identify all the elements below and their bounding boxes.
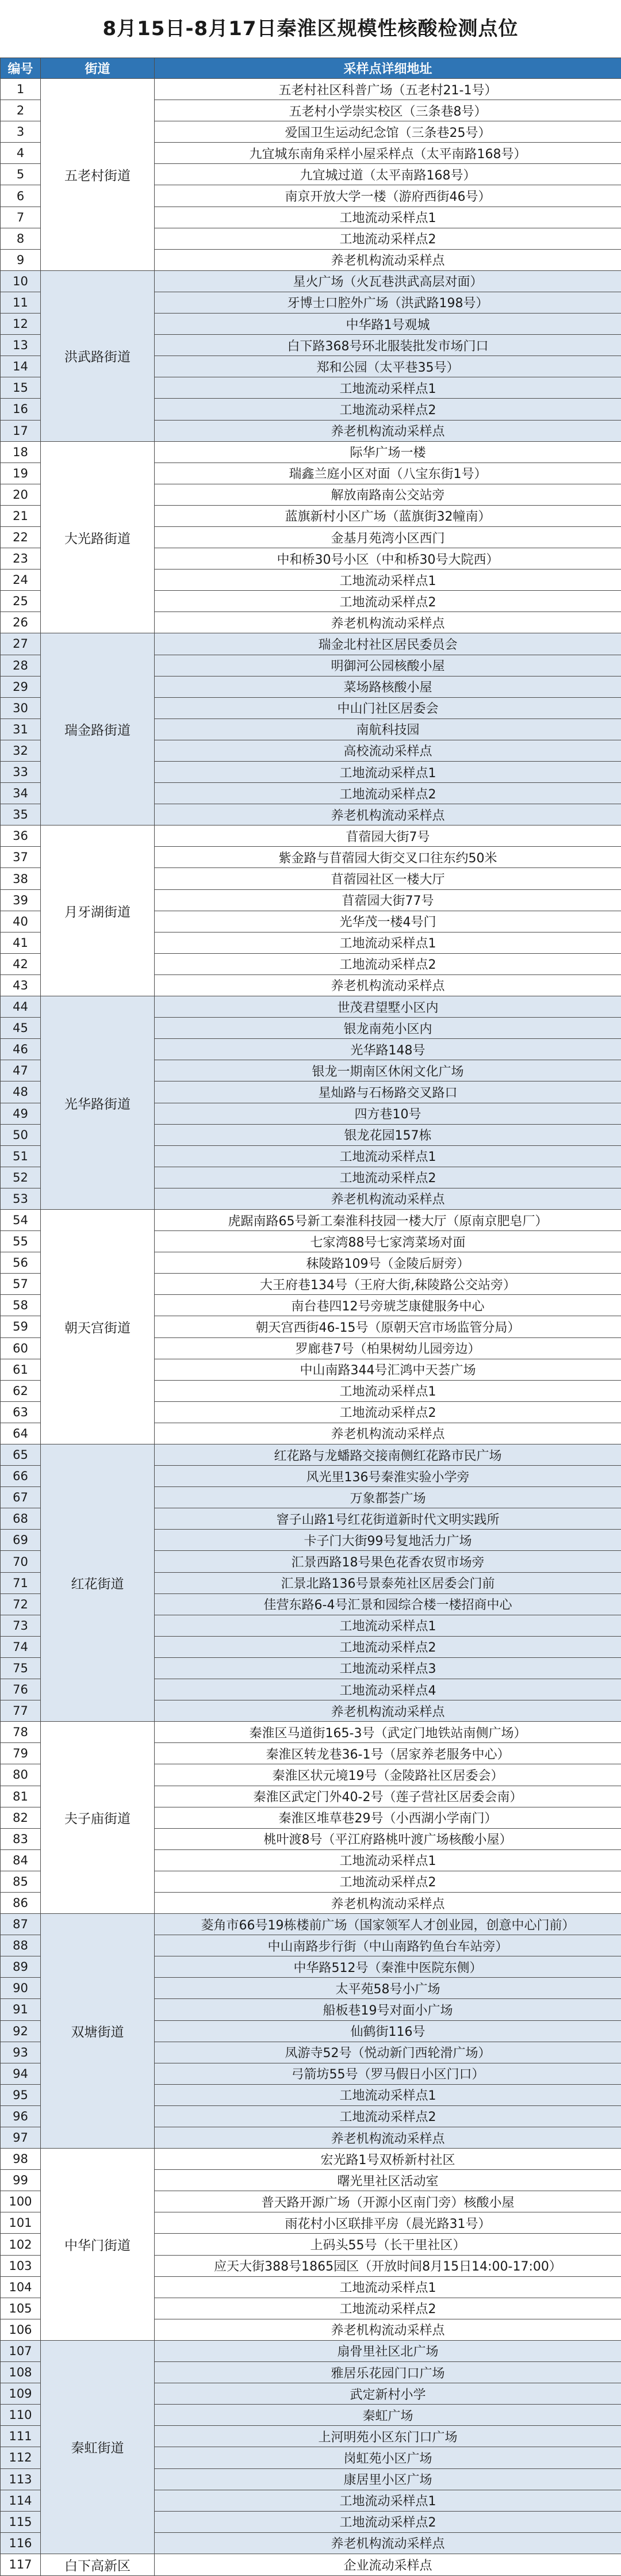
site-address: 工地流动采样点2: [155, 1636, 621, 1657]
site-address: 牙博士口腔外广场（洪武路198号）: [155, 292, 621, 313]
street-name: 瑞金路街道: [41, 633, 155, 825]
site-number: 68: [1, 1508, 41, 1530]
testing-sites-table: [0, 58, 621, 2576]
site-address: 秣陵路109号（金陵后厨旁）: [155, 1252, 621, 1274]
site-number: 109: [1, 2383, 41, 2405]
table-row: [1, 1914, 621, 1935]
site-address: 工地流动采样点3: [155, 1657, 621, 1679]
site-number: 64: [1, 1423, 41, 1444]
site-address: 养老机构流动采样点: [155, 804, 621, 825]
site-address: 风光里136号秦淮实验小学旁: [155, 1466, 621, 1487]
site-address: 中山门社区居委会: [155, 697, 621, 718]
site-address: 桃叶渡8号（平江府路桃叶渡广场核酸小屋）: [155, 1828, 621, 1849]
site-address: 高校流动采样点: [155, 740, 621, 761]
site-number: 91: [1, 1999, 41, 2020]
site-number: 108: [1, 2362, 41, 2383]
site-address: 工地流动采样点2: [155, 1401, 621, 1423]
site-number: 56: [1, 1252, 41, 1274]
site-number: 39: [1, 889, 41, 911]
site-address: 中山南路344号汇鸿中天荟广场: [155, 1359, 621, 1380]
site-address: 秦虹广场: [155, 2405, 621, 2426]
site-address: 养老机构流动采样点: [155, 1188, 621, 1209]
site-number: 23: [1, 548, 41, 570]
site-address: 菜场路核酸小屋: [155, 676, 621, 697]
site-number: 87: [1, 1914, 41, 1935]
site-number: 95: [1, 2084, 41, 2105]
site-address: 红花路与龙蟠路交接南侧红花路市民广场: [155, 1444, 621, 1466]
site-number: 67: [1, 1487, 41, 1508]
street-name: 夫子庙街道: [41, 1722, 155, 1914]
table-row: [1, 633, 621, 655]
site-number: 62: [1, 1380, 41, 1401]
site-address: 工地流动采样点1: [155, 1849, 621, 1871]
site-number: 37: [1, 847, 41, 868]
site-number: 75: [1, 1657, 41, 1679]
site-number: 44: [1, 996, 41, 1018]
site-number: 42: [1, 953, 41, 974]
site-address: 佳营东路6-4号汇景和园综合楼一楼招商中心: [155, 1593, 621, 1615]
site-address: 工地流动采样点2: [155, 2298, 621, 2319]
site-number: 106: [1, 2319, 41, 2340]
site-address: 工地流动采样点2: [155, 228, 621, 249]
site-number: 61: [1, 1359, 41, 1380]
site-number: 80: [1, 1764, 41, 1786]
site-number: 14: [1, 356, 41, 377]
site-address: 工地流动采样点2: [155, 953, 621, 974]
site-address: 工地流动采样点1: [155, 1145, 621, 1167]
site-number: 9: [1, 249, 41, 270]
site-number: 17: [1, 420, 41, 441]
site-number: 49: [1, 1103, 41, 1124]
site-address: 工地流动采样点2: [155, 399, 621, 420]
header-street: 街道: [41, 58, 155, 79]
site-number: 83: [1, 1828, 41, 1849]
site-number: 8: [1, 228, 41, 249]
site-number: 90: [1, 1978, 41, 1999]
site-number: 28: [1, 655, 41, 676]
table-row: [1, 2554, 621, 2575]
site-number: 110: [1, 2405, 41, 2426]
table-row: [1, 441, 621, 463]
site-number: 107: [1, 2340, 41, 2361]
site-number: 88: [1, 1935, 41, 1956]
site-address: 工地流动采样点2: [155, 1167, 621, 1188]
site-address: 工地流动采样点2: [155, 591, 621, 612]
site-number: 103: [1, 2255, 41, 2276]
street-name: 中华门街道: [41, 2149, 155, 2341]
site-number: 82: [1, 1807, 41, 1828]
page-title: 8月15日-8月17日秦淮区规模性核酸检测点位: [102, 17, 519, 40]
site-address: 养老机构流动采样点: [155, 2319, 621, 2340]
street-name: 月牙湖街道: [41, 825, 155, 996]
site-number: 24: [1, 570, 41, 591]
site-address: 光华茂一楼4号门: [155, 911, 621, 932]
site-address: 工地流动采样点2: [155, 1871, 621, 1892]
street-name: 双塘街道: [41, 1914, 155, 2149]
site-number: 19: [1, 463, 41, 484]
site-address: 工地流动采样点1: [155, 207, 621, 228]
site-number: 25: [1, 591, 41, 612]
site-number: 34: [1, 783, 41, 804]
site-address: 养老机构流动采样点: [155, 2532, 621, 2554]
site-address: 四方巷10号: [155, 1103, 621, 1124]
site-address: 七家湾88号七家湾菜场对面: [155, 1231, 621, 1252]
site-address: 星火广场（火瓦巷洪武高层对面）: [155, 270, 621, 292]
street-name: 大光路街道: [41, 441, 155, 633]
site-number: 66: [1, 1466, 41, 1487]
site-number: 78: [1, 1722, 41, 1743]
site-address: 应天大街388号1865园区（开放时间8月15日14:00-17:00）: [155, 2255, 621, 2276]
site-address: 养老机构流动采样点: [155, 612, 621, 633]
table-row: [1, 270, 621, 292]
header-address: 采样点详细地址: [155, 58, 621, 79]
site-number: 51: [1, 1145, 41, 1167]
site-number: 93: [1, 2042, 41, 2063]
site-address: 秦淮区状元境19号（金陵路社区居委会）: [155, 1764, 621, 1786]
site-number: 43: [1, 974, 41, 996]
site-number: 52: [1, 1167, 41, 1188]
site-address: 金基月苑湾小区西门: [155, 526, 621, 548]
site-number: 36: [1, 825, 41, 847]
site-number: 32: [1, 740, 41, 761]
site-address: 五老村小学崇实校区（三条巷8号）: [155, 100, 621, 121]
site-address: 工地流动采样点1: [155, 2490, 621, 2511]
street-name: 洪武路街道: [41, 270, 155, 441]
site-number: 6: [1, 185, 41, 207]
site-number: 18: [1, 441, 41, 463]
site-address: 工地流动采样点1: [155, 1380, 621, 1401]
site-number: 10: [1, 270, 41, 292]
site-address: 银龙南苑小区内: [155, 1018, 621, 1039]
site-number: 113: [1, 2468, 41, 2490]
site-number: 57: [1, 1274, 41, 1295]
site-address: 九宜城东南角采样小屋采样点（太平南路168号）: [155, 143, 621, 164]
site-address: 养老机构流动采样点: [155, 420, 621, 441]
site-number: 20: [1, 484, 41, 505]
site-address: 际华广场一楼: [155, 441, 621, 463]
site-address: 工地流动采样点4: [155, 1679, 621, 1700]
site-number: 79: [1, 1743, 41, 1764]
site-number: 47: [1, 1060, 41, 1081]
site-address: 紫金路与苜蓿园大街交叉口往东约50米: [155, 847, 621, 868]
site-number: 76: [1, 1679, 41, 1700]
site-number: 50: [1, 1124, 41, 1145]
site-number: 81: [1, 1786, 41, 1807]
site-address: 银龙花园157栋: [155, 1124, 621, 1145]
site-address: 九宜城过道（太平南路168号）: [155, 164, 621, 185]
site-number: 45: [1, 1018, 41, 1039]
site-address: 明御河公园核酸小屋: [155, 655, 621, 676]
table-body: [1, 79, 621, 2576]
table-header-row: [1, 58, 621, 79]
site-number: 101: [1, 2212, 41, 2234]
site-number: 30: [1, 697, 41, 718]
street-name: 白下高新区: [41, 2554, 155, 2575]
site-address: 上码头55号（长干里社区）: [155, 2234, 621, 2255]
site-number: 100: [1, 2191, 41, 2212]
site-address: 爱国卫生运动纪念馆（三条巷25号）: [155, 121, 621, 143]
site-number: 35: [1, 804, 41, 825]
site-number: 13: [1, 335, 41, 356]
site-address: 普天路开源广场（开源小区南门旁）核酸小屋: [155, 2191, 621, 2212]
street-name: 红花街道: [41, 1444, 155, 1722]
site-address: 秦淮区转龙巷36-1号（居家养老服务中心）: [155, 1743, 621, 1764]
site-address: 工地流动采样点1: [155, 2276, 621, 2298]
site-number: 114: [1, 2490, 41, 2511]
site-address: 工地流动采样点1: [155, 762, 621, 783]
site-address: 苜蓿园大街77号: [155, 889, 621, 911]
site-address: 窨子山路1号红花街道新时代文明实践所: [155, 1508, 621, 1530]
site-number: 102: [1, 2234, 41, 2255]
site-number: 11: [1, 292, 41, 313]
site-number: 54: [1, 1209, 41, 1230]
header-number: 编号: [1, 58, 41, 79]
site-address: 扇骨里社区北广场: [155, 2340, 621, 2361]
site-address: 中华路1号观城: [155, 314, 621, 335]
site-address: 凤游寺52号（悦动新门西轮滑广场）: [155, 2042, 621, 2063]
site-address: 南航科技园: [155, 718, 621, 740]
site-number: 111: [1, 2426, 41, 2447]
site-number: 69: [1, 1530, 41, 1551]
site-number: 105: [1, 2298, 41, 2319]
site-address: 船板巷19号对面小广场: [155, 1999, 621, 2020]
site-address: 秦淮区堆草巷29号（小西湖小学南门）: [155, 1807, 621, 1828]
site-address: 养老机构流动采样点: [155, 249, 621, 270]
site-number: 89: [1, 1956, 41, 1978]
site-address: 菱角市66号19栋楼前广场（国家领军人才创业园，创意中心门前）: [155, 1914, 621, 1935]
site-number: 41: [1, 932, 41, 953]
table-row: [1, 2340, 621, 2361]
site-number: 71: [1, 1572, 41, 1593]
site-number: 12: [1, 314, 41, 335]
site-address: 工地流动采样点1: [155, 377, 621, 399]
site-number: 58: [1, 1295, 41, 1316]
site-number: 96: [1, 2105, 41, 2127]
site-number: 63: [1, 1401, 41, 1423]
site-address: 五老村社区科普广场（五老村21-1号）: [155, 79, 621, 100]
site-number: 22: [1, 526, 41, 548]
site-address: 卡子门大街99号复地活力广场: [155, 1530, 621, 1551]
site-address: 蓝旗新村小区广场（蓝旗街32幢南）: [155, 505, 621, 526]
site-number: 77: [1, 1700, 41, 1722]
site-number: 117: [1, 2554, 41, 2575]
site-address: 工地流动采样点2: [155, 783, 621, 804]
site-address: 养老机构流动采样点: [155, 1700, 621, 1722]
site-address: 罗廊巷7号（柏果树幼儿园旁边）: [155, 1337, 621, 1359]
table-row: [1, 1209, 621, 1230]
site-address: 南京开放大学一楼（游府西街46号）: [155, 185, 621, 207]
site-number: 55: [1, 1231, 41, 1252]
site-address: 康居里小区广场: [155, 2468, 621, 2490]
site-number: 7: [1, 207, 41, 228]
site-number: 40: [1, 911, 41, 932]
site-address: 汇景北路136号景泰苑社区居委会门前: [155, 1572, 621, 1593]
site-number: 38: [1, 868, 41, 889]
site-number: 3: [1, 121, 41, 143]
site-number: 94: [1, 2063, 41, 2084]
site-address: 工地流动采样点2: [155, 2105, 621, 2127]
site-number: 92: [1, 2020, 41, 2042]
site-address: 瑞金北村社区居民委员会: [155, 633, 621, 655]
site-address: 朝天宫西街46-15号（原朝天宫市场监管分局）: [155, 1316, 621, 1337]
site-address: 南台巷四12号旁琥芝康健服务中心: [155, 1295, 621, 1316]
table-row: [1, 79, 621, 100]
site-address: 上河明苑小区东门口广场: [155, 2426, 621, 2447]
site-address: 工地流动采样点2: [155, 2511, 621, 2532]
table-row: [1, 1722, 621, 1743]
site-number: 1: [1, 79, 41, 100]
site-number: 46: [1, 1039, 41, 1060]
site-address: 弓箭坊55号（罗马假日小区门口）: [155, 2063, 621, 2084]
site-address: 岗虹苑小区广场: [155, 2447, 621, 2468]
site-address: 虎踞南路65号新工秦淮科技园一楼大厅（原南京肥皂厂）: [155, 1209, 621, 1230]
site-address: 工地流动采样点1: [155, 932, 621, 953]
site-address: 星灿路与石杨路交叉路口: [155, 1081, 621, 1103]
site-address: 养老机构流动采样点: [155, 1892, 621, 1913]
site-number: 5: [1, 164, 41, 185]
site-address: 中华路512号（秦淮中医院东侧）: [155, 1956, 621, 1978]
site-address: 养老机构流动采样点: [155, 1423, 621, 1444]
street-name: 朝天宫街道: [41, 1209, 155, 1444]
site-address: 太平苑58号小广场: [155, 1978, 621, 1999]
site-number: 15: [1, 377, 41, 399]
site-number: 86: [1, 1892, 41, 1913]
site-number: 73: [1, 1615, 41, 1636]
site-address: 养老机构流动采样点: [155, 974, 621, 996]
site-address: 中山南路步行街（中山南路钓鱼台车站旁）: [155, 1935, 621, 1956]
site-address: 万象都荟广场: [155, 1487, 621, 1508]
site-number: 84: [1, 1849, 41, 1871]
site-number: 97: [1, 2127, 41, 2149]
site-address: 曙光里社区活动室: [155, 2170, 621, 2191]
site-number: 115: [1, 2511, 41, 2532]
table-row: [1, 1444, 621, 1466]
site-number: 4: [1, 143, 41, 164]
site-number: 16: [1, 399, 41, 420]
street-name: 秦虹街道: [41, 2340, 155, 2554]
site-number: 85: [1, 1871, 41, 1892]
site-address: 苜蓿园大街7号: [155, 825, 621, 847]
site-number: 70: [1, 1551, 41, 1572]
site-address: 企业流动采样点: [155, 2554, 621, 2575]
site-number: 59: [1, 1316, 41, 1337]
site-address: 雨花村小区联排平房（晨光路31号）: [155, 2212, 621, 2234]
table-row: [1, 825, 621, 847]
site-number: 98: [1, 2149, 41, 2170]
site-number: 21: [1, 505, 41, 526]
street-name: 光华路街道: [41, 996, 155, 1210]
site-address: 汇景西路18号果色花香农贸市场旁: [155, 1551, 621, 1572]
site-number: 112: [1, 2447, 41, 2468]
site-number: 104: [1, 2276, 41, 2298]
site-address: 工地流动采样点1: [155, 570, 621, 591]
table-row: [1, 2149, 621, 2170]
table-row: [1, 996, 621, 1018]
site-address: 瑞鑫兰庭小区对面（八宝东街1号）: [155, 463, 621, 484]
site-number: 53: [1, 1188, 41, 1209]
site-address: 工地流动采样点1: [155, 1615, 621, 1636]
site-address: 宏光路1号双桥新村社区: [155, 2149, 621, 2170]
site-address: 解放南路南公交站旁: [155, 484, 621, 505]
site-address: 白下路368号环北服装批发市场门口: [155, 335, 621, 356]
site-address: 苜蓿园社区一楼大厅: [155, 868, 621, 889]
site-address: 武定新村小学: [155, 2383, 621, 2405]
site-address: 工地流动采样点1: [155, 2084, 621, 2105]
site-address: 仙鹤街116号: [155, 2020, 621, 2042]
site-number: 2: [1, 100, 41, 121]
site-number: 116: [1, 2532, 41, 2554]
site-address: 大王府巷134号（王府大街,秣陵路公交站旁）: [155, 1274, 621, 1295]
site-number: 29: [1, 676, 41, 697]
site-number: 26: [1, 612, 41, 633]
site-number: 31: [1, 718, 41, 740]
site-number: 72: [1, 1593, 41, 1615]
site-number: 48: [1, 1081, 41, 1103]
site-address: 雅居乐花园门口广场: [155, 2362, 621, 2383]
site-number: 74: [1, 1636, 41, 1657]
site-address: 郑和公园（太平巷35号）: [155, 356, 621, 377]
site-number: 33: [1, 762, 41, 783]
site-address: 中和桥30号小区（中和桥30号大院西）: [155, 548, 621, 570]
site-number: 27: [1, 633, 41, 655]
site-number: 99: [1, 2170, 41, 2191]
site-address: 秦淮区马道街165-3号（武定门地铁站南侧广场）: [155, 1722, 621, 1743]
site-number: 60: [1, 1337, 41, 1359]
site-address: 秦淮区武定门外40-2号（莲子营社区居委会南）: [155, 1786, 621, 1807]
site-address: 光华路148号: [155, 1039, 621, 1060]
site-number: 65: [1, 1444, 41, 1466]
site-address: 世茂君望墅小区内: [155, 996, 621, 1018]
site-address: 养老机构流动采样点: [155, 2127, 621, 2149]
street-name: 五老村街道: [41, 79, 155, 271]
site-address: 银龙一期南区休闲文化广场: [155, 1060, 621, 1081]
